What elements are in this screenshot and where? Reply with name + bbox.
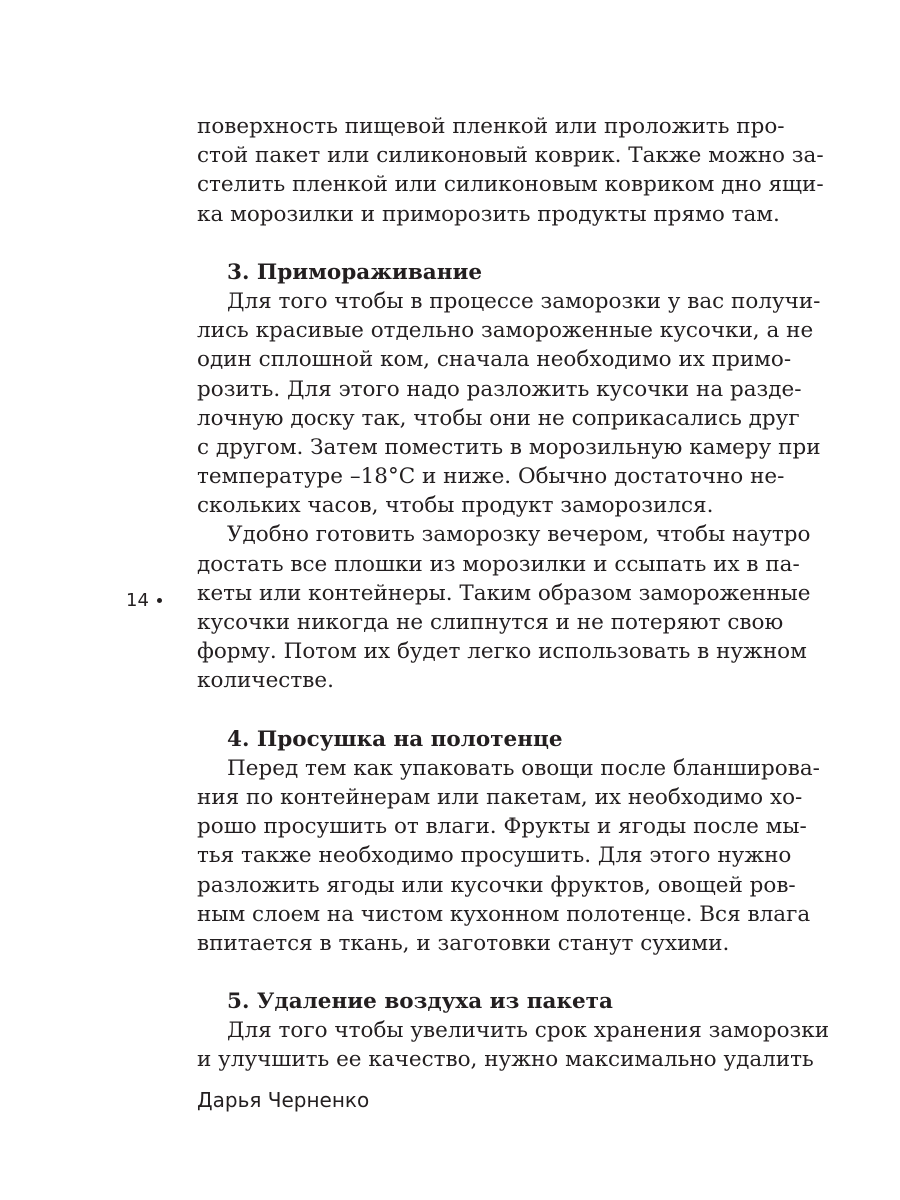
section-3 bbox=[197, 258, 821, 696]
main-text bbox=[197, 112, 830, 1075]
text-line: ния по контейнерам или пакетам, их необходимо хо- bbox=[197, 784, 803, 810]
text-line: стелить пленкой или силиконовым ковриком дно ящи- bbox=[197, 172, 824, 198]
text-line: скольких часов, чтобы продукт заморозился. bbox=[197, 493, 714, 519]
text-line: кеты или контейнеры. Таким образом замороженные bbox=[197, 580, 811, 606]
text-line: температуре –18°С и ниже. Обычно достаточно не- bbox=[197, 464, 785, 490]
section-5-heading: 5. Удаление воздуха из пакета bbox=[227, 989, 613, 1015]
page-number bbox=[126, 589, 162, 613]
text-line: стой пакет или силиконовый коврик. Также можно за- bbox=[197, 143, 824, 169]
text-line: лись красивые отдельно замороженные кусочки, а не bbox=[197, 318, 814, 344]
text-line: разложить ягоды или кусочки фруктов, овощей ров- bbox=[197, 872, 796, 898]
text-line: ка морозилки и приморозить продукты прямо там. bbox=[197, 201, 780, 227]
text-line: достать все плошки из морозилки и ссыпать их в па- bbox=[197, 551, 800, 577]
text-line: форму. Потом их будет легко использовать в нужном bbox=[197, 639, 807, 665]
section-spacer bbox=[197, 696, 755, 725]
text-line: ным слоем на чистом кухонном полотенце. Вся влага bbox=[197, 901, 811, 927]
text-line: с другом. Затем поместить в морозильную камеру при bbox=[197, 434, 821, 460]
section-5 bbox=[197, 987, 830, 1075]
running-footer-author: Дарья Черненко bbox=[197, 1088, 370, 1112]
text-line: Удобно готовить заморозку вечером, чтобы наутро bbox=[227, 522, 811, 548]
text-line: один сплошной ком, сначала необходимо их примо- bbox=[197, 347, 792, 373]
bullet-icon bbox=[157, 598, 162, 603]
text-line: количестве. bbox=[197, 668, 334, 694]
text-line: кусочки никогда не слипнутся и не потеряют свою bbox=[197, 610, 784, 635]
text-line: Для того чтобы в процессе заморозки у вас получи- bbox=[227, 288, 821, 314]
text-line: тья также необходимо просушить. Для этого нужно bbox=[197, 843, 792, 869]
text-line: и улучшить ее качество, нужно максимально удалить bbox=[197, 1047, 814, 1073]
section-4-heading: 4. Просушка на полотенце bbox=[227, 726, 563, 752]
page-number-value: 14 bbox=[126, 590, 149, 611]
section-4 bbox=[197, 725, 820, 959]
text-line: поверхность пищевой пленкой или проложить про- bbox=[197, 114, 785, 139]
section-spacer bbox=[197, 958, 755, 987]
text-line: Для того чтобы увеличить срок хранения заморозки bbox=[227, 1018, 830, 1044]
text-line: розить. Для этого надо разложить кусочки на разде- bbox=[197, 376, 802, 402]
section-3-heading: 3. Примораживание bbox=[227, 259, 483, 285]
text-line: лочную доску так, чтобы они не соприкасались друг bbox=[197, 405, 800, 431]
section-spacer bbox=[197, 229, 755, 258]
text-line: впитается в ткань, и заготовки станут сухими. bbox=[197, 930, 730, 956]
text-line: рошо просушить от влаги. Фрукты и ягоды после мы- bbox=[197, 814, 807, 840]
intro-paragraph bbox=[197, 112, 824, 229]
text-line: Перед тем как упаковать овощи после бланширова- bbox=[227, 755, 820, 781]
